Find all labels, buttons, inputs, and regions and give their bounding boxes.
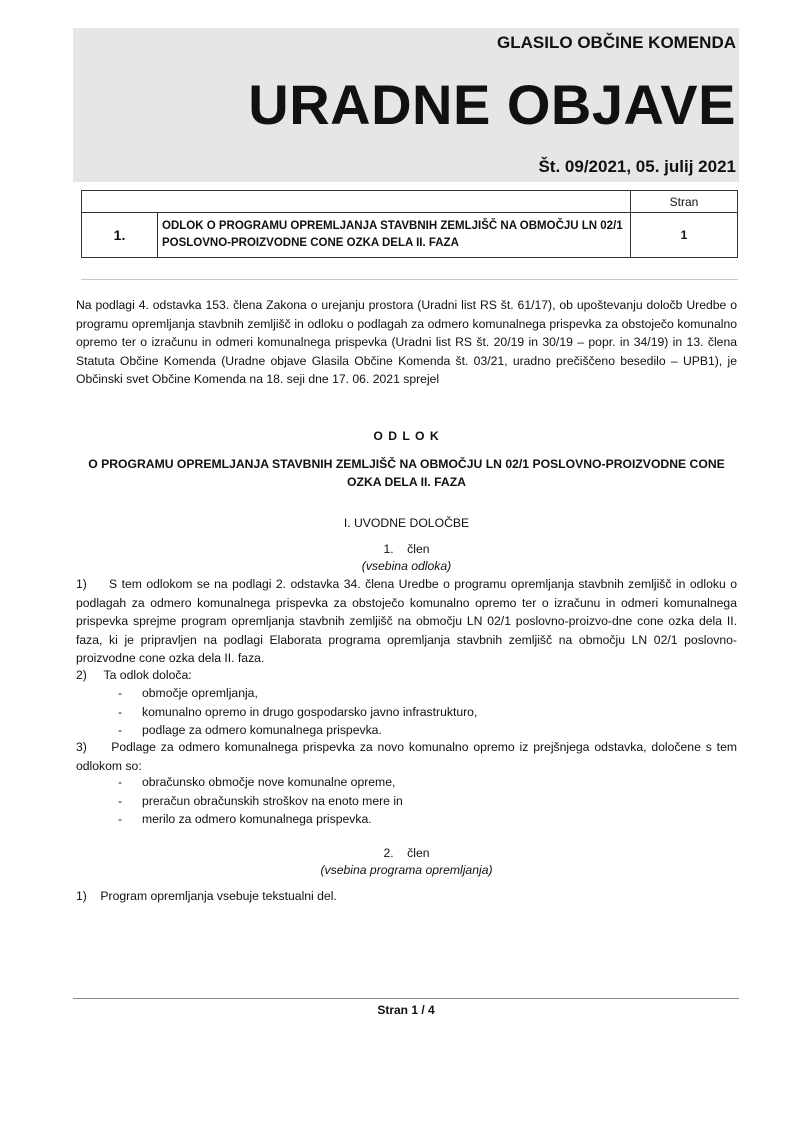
list-item: - območje opremljanja, <box>118 686 258 700</box>
toc-row[interactable] <box>82 213 738 258</box>
article-2-paragraph-1: 1) Program opremljanja vsebuje tekstualni del. <box>76 889 337 903</box>
list-item-text: merilo za odmero komunalnega prispevka. <box>142 812 372 826</box>
article-2-number: 2. člen <box>383 846 430 860</box>
list-item: - obračunsko območje nove komunalne opreme, <box>118 775 396 789</box>
list-item-text: preračun obračunskih stroškov na enoto mere in <box>142 793 403 808</box>
toc-page-header: Stran <box>631 191 738 213</box>
toc-header-row <box>82 191 738 213</box>
toc-entry-title[interactable]: ODLOK O PROGRAMU OPREMLJANJA STAVBNIH ZEMLJIŠČ NA OBMOČJU LN 02/1 POSLOVNO-PROIZVODNE CONE OZKA DELA II. FAZA <box>158 213 631 258</box>
article-1-list-3 <box>76 773 737 829</box>
masthead <box>73 28 739 182</box>
toc-entry-number: 1. <box>82 213 158 258</box>
article-1-paragraph-2: 2) Ta odlok določa: <box>76 668 192 682</box>
page-number: Stran 1 / 4 <box>377 1003 435 1017</box>
article-2-caption: (vsebina programa opremljanja) <box>320 863 493 877</box>
list-item: - merilo za odmero komunalnega prispevka. <box>118 812 372 826</box>
document-heading: O D L O K <box>373 429 440 443</box>
list-item-text: podlage za odmero komunalnega prispevka. <box>142 723 382 737</box>
document-subtitle: O PROGRAMU OPREMLJANJA STAVBNIH ZEMLJIŠČ NA OBMOČJU LN 02/1 POSLOVNO-PROIZVODNE CONE OZKA DELA II. FAZA <box>88 457 725 489</box>
list-item: - podlage za odmero komunalnega prispevka. <box>118 723 382 737</box>
article-1-list-2 <box>76 684 737 740</box>
list-item: - preračun obračunskih stroškov na enoto mere in <box>118 793 403 808</box>
article-1-caption: (vsebina odloka) <box>361 559 452 573</box>
publication-name: GLASILO OBČINE KOMENDA <box>497 33 736 52</box>
divider <box>81 279 738 280</box>
list-item-text: območje opremljanja, <box>142 686 258 700</box>
masthead-title: URADNE OBJAVE <box>248 73 736 136</box>
table-of-contents <box>81 190 738 258</box>
toc-header-empty <box>82 191 631 213</box>
list-item: - komunalno opremo in drugo gospodarsko javno infrastrukturo, <box>118 704 478 719</box>
article-1-paragraph-3: 3) Podlage za odmero komunalnega prispevka za novo komunalno opremo iz prejšnjega odstavka, določene s tem odlokom so: <box>76 740 741 773</box>
preamble-paragraph: Na podlagi 4. odstavka 153. člena Zakona o urejanju prostora (Uradni list RS št. 61/17), ob upoštevanju določb Uredbe o programu opremljanja stavbnih zemljišč in odloku o podlagah za odmero komunalnega prispevka za obstoječo komunalno opremo ter o izračunu in odmeri komunalnega prispevka (Uradni list RS št. 20/19 in 30/19 – popr. in 34/19) in 13. člena Statuta Občine Komenda (Uradne objave Glasila Občine Komenda št. 03/21, uradno prečiščeno besedilo – UPB1), je Občinski svet Občine Komenda na 18. seji dne 17. 06. 2021 sprejel <box>76 298 737 386</box>
footer-divider <box>73 998 739 999</box>
list-item-text: obračunsko območje nove komunalne opreme, <box>142 775 396 789</box>
chapter-heading: I. UVODNE DOLOČBE <box>343 516 470 530</box>
list-item-text: komunalno opremo in drugo gospodarsko javno infrastrukturo, <box>142 704 478 719</box>
issue-number-date: Št. 09/2021, 05. julij 2021 <box>538 157 736 176</box>
toc-entry-page: 1 <box>631 213 738 258</box>
article-1-number: 1. člen <box>383 542 430 556</box>
article-1-paragraph-1: 1) S tem odlokom se na podlagi 2. odstavka 34. člena Uredbe o programu opremljanja stavbnih zemljišč in odloku o podlagah za odmero komunalnega prispevka za obstoječo komunalno opremo ter o izračunu in odmeri komunalnega prispevka sprejme program opremljanja stavbnih zemljišč na območju LN 02/1 poslovno-proizvo-dne cone ozka dela II. faza, ki je pripravljen na podlagi Elaborata programa opremljanja stavbnih zemljišč na območju LN 02/1 poslovno-proizvodne cone ozka dela II. faza. <box>76 577 741 665</box>
